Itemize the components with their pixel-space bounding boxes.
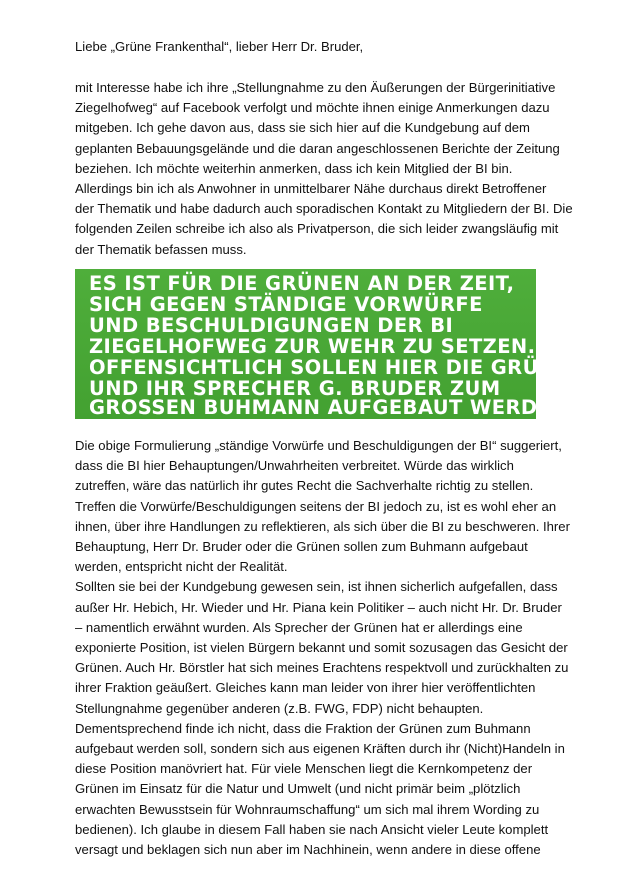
quote-line: OFFENSICHTLICH SOLLEN HIER DIE GRÜNEN — [89, 356, 586, 379]
text-line: Treffen die Vorwürfe/Beschuldigungen seitens der BI jedoch zu, ist es wohl eher an — [75, 498, 557, 514]
quote-line: GROSSEN BUHMANN AUFGEBAUT WERDEN, — [89, 396, 576, 419]
text-line: beziehen. Ich möchte weiterhin anmerken, dass ich kein Mitglied der BI bin. — [75, 160, 513, 176]
text-line: diese Position manövriert hat. Für viele Menschen liegt die Kernkompetenz der — [75, 761, 533, 777]
text-line: bedienen). Ich glaube in diesem Fall haben sie nach Ansicht vieler Leute komplett — [75, 821, 549, 837]
text-line: aufgebaut werden soll, sondern sich aus eigenen Kräften durch ihr (Nicht)Handeln in — [75, 741, 565, 757]
text-line: außer Hr. Hebich, Hr. Wieder und Hr. Piana kein Politiker – auch nicht Hr. Dr. Bruder — [75, 599, 562, 615]
text-line: ihnen, über ihre Handlungen zu reflektieren, als sich über die BI zu beschweren. Ihrer — [75, 518, 570, 534]
quote-line: UND BESCHULDIGUNGEN DER BI — [89, 314, 454, 337]
quote-line: ZIEGELHOFWEG ZUR WEHR ZU SETZEN. — [89, 335, 536, 358]
salutation — [75, 37, 565, 57]
text-line: Dementsprechend finde ich nicht, dass die Fraktion der Grünen zum Buhmann — [75, 720, 531, 736]
text-line: Grünen. Auch Hr. Börstler hat sich meines Erachtens respektvoll und zurückhalten zu — [75, 660, 569, 676]
text-line: zutreffen, wäre das natürlich ihr gutes Recht die Sachverhalte richtig zu stellen. — [75, 478, 534, 494]
salutation-line: Liebe „Grüne Frankenthal“, lieber Herr Dr. Bruder, — [75, 39, 364, 54]
text-line: versagt und beklagen sich nun aber im Nachhinein, wenn andere in diese offene — [75, 842, 541, 858]
text-line: geplanten Bebauungsgelände und die daran angeschlossenen Berichte der Zeitung — [75, 140, 560, 156]
quote-banner-image — [75, 269, 586, 419]
text-line: der Thematik und habe dadurch auch sporadischen Kontakt zu Mitgliedern der BI. Die — [75, 201, 573, 217]
text-line: mitgeben. Ich gehe davon aus, dass sie sich hier auf die Kundgebung auf dem — [75, 120, 530, 136]
quote-line: ES IST FÜR DIE GRÜNEN AN DER ZEIT, — [89, 272, 515, 295]
text-line: Grünen im Einsatz für die Natur und Umwelt (und nicht primär beim „plötzlich — [75, 781, 521, 797]
text-line: Ziegelhofweg“ auf Facebook verfolgt und möchte ihnen einige Anmerkungen dazu — [75, 100, 550, 116]
text-line: der Thematik befassen muss. — [75, 241, 247, 257]
text-line: exponierte Position, ist vielen Bürgern bekannt und somit sozusagen das Gesicht der — [75, 640, 568, 656]
text-line: mit Interesse habe ich ihre „Stellungnahme zu den Äußerungen der Bürgerinitiative — [75, 80, 556, 95]
quote-line: SICH GEGEN STÄNDIGE VORWÜRFE — [89, 293, 483, 316]
text-line: Die obige Formulierung „ständige Vorwürfe und Beschuldigungen der BI“ suggeriert, — [75, 438, 562, 453]
text-line: Sollten sie bei der Kundgebung gewesen sein, ist ihnen sicherlich aufgefallen, dass — [75, 579, 558, 595]
text-line: erwachten Bewusstsein für Wohnraumschaffung“ um sich mal ihrem Wording zu — [75, 801, 540, 817]
quote-line: UND IHR SPRECHER G. BRUDER ZUM — [89, 377, 501, 400]
text-line: Stellungnahme gegenüber anderen (z.B. FWG, FDP) nicht behaupten. — [75, 700, 484, 716]
text-line: folgenden Zeilen schreibe ich also als Privatperson, die sich leider zwangsläufig mit — [75, 221, 559, 237]
text-line: dass die BI hier Behauptungen/Unwahrheiten verbreitet. Würde das wirklich — [75, 458, 514, 474]
text-line: Behauptung, Herr Dr. Bruder oder die Grünen sollen zum Buhmann aufgebaut — [75, 539, 528, 555]
text-line: ihrer Fraktion geäußert. Gleiches kann man leider von ihrer hier veröffentlichten — [75, 680, 536, 696]
text-line: Allerdings bin ich als Anwohner in unmittelbarer Nähe durchaus direkt Betroffener — [75, 181, 547, 197]
text-line: – namentlich erwähnt wurden. Als Sprecher der Grünen hat er allerdings eine — [75, 619, 523, 635]
intro-paragraph — [75, 78, 573, 260]
text-line: werden, entspricht nicht der Realität. — [75, 559, 288, 575]
body-paragraphs — [75, 436, 570, 860]
